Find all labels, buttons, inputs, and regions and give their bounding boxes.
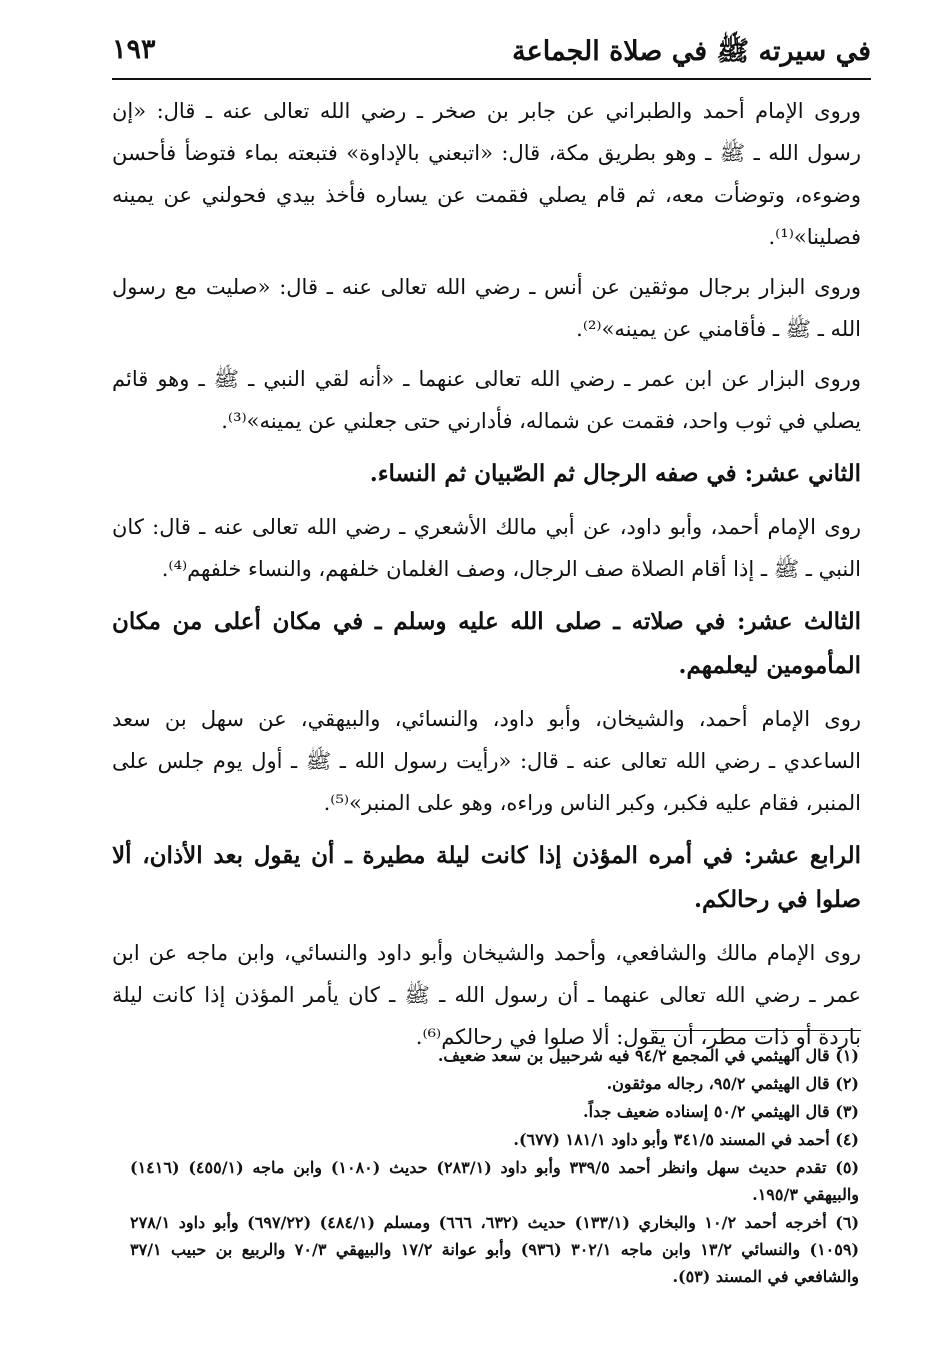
footnote-2: (٢) قال الهيثمي ٩٥/٢، رجاله موثقون. — [606, 1074, 859, 1093]
footnote-6: (٦) أخرجه أحمد ١٠/٢ والبخاري (١٣٣/١) حديث (٦٣٢، ٦٦٦) ومسلم (٤٨٤/١) (٦٩٧/٢٢) وأبو داود ٢٧٨/١ (١٠٥٩) والنسائي ١٣/٢ وابن ماجه ٣٠٢/١ (٩٣٦) وأبو عوانة ١٧/٢ والبيهقي ٧٠/٣ والربيع بن حبيب ٣٧/١ والشافعي في المسند (٥٣). — [130, 1213, 860, 1286]
paragraph-ibn-umar-rain-hadith: روى الإمام مالك والشافعي، وأحمد والشيخان وأبو داود والنسائي، وابن ماجه عن ابن عمر ـ رضي الله تعالى عنهما ـ أن رسول الله ـ ﷺ ـ كان يأمر المؤذن إذا كانت ليلة باردة أو ذات مطر، أن يقول: ألا صلوا في رحالكم⁽⁶⁾. — [112, 941, 861, 1049]
section-heading-14: الرابع عشر: في أمره المؤذن إذا كانت ليلة مطيرة ـ أن يقول بعد الأذان، ألا صلوا في رحالكم. — [112, 842, 861, 913]
paragraph-anas-hadith: وروى البزار برجال موثقين عن أنس ـ رضي الله تعالى عنه ـ قال: «صليت مع رسول الله ـ ﷺ ـ فأقامني عن يمينه»⁽²⁾. — [112, 275, 861, 341]
footnote-5: (٥) تقدم حديث سهل وانظر أحمد ٣٣٩/٥ وأبو داود (٢٨٣/١) حديث (١٠٨٠) وابن ماجه (٤٥٥/١) (١٤١٦) والبيهقي ١٩٥/٣. — [130, 1158, 860, 1204]
main-text — [112, 90, 861, 1066]
paragraph-jabir-hadith: وروى الإمام أحمد والطبراني عن جابر بن صخر ـ رضي الله تعالى عنه ـ قال: «إن رسول الله ـ ﷺ ـ وهو بطريق مكة، قال: «اتبعني بالإداوة» فتبعته بماء فتوضأ فأحسن وضوءه، وتوضأت معه، ثم قام يصلي فقمت عن يساره فأخذ بيدي فحولني عن يمينه فصلينا»⁽¹⁾. — [112, 99, 861, 249]
paragraph-ibn-umar-hadith: وروى البزار عن ابن عمر ـ رضي الله تعالى عنهما ـ «أنه لقي النبي ـ ﷺ ـ وهو قائم يصلي في ثوب واحد، فقمت عن شماله، فأدارني حتى جعلني عن يمينه»⁽³⁾. — [112, 367, 861, 433]
page-number: ١٩٣ — [112, 34, 156, 65]
section-heading-12: الثاني عشر: في صفه الرجال ثم الصّبيان ثم النساء. — [369, 460, 861, 487]
footnote-4: (٤) أحمد في المسند ٣٤١/٥ وأبو داود ١٨١/١ (٦٧٧). — [513, 1130, 859, 1149]
footnote-1: (١) قال الهيثمي في المجمع ٩٤/٢ فيه شرحبيل بن سعد ضعيف. — [437, 1046, 859, 1065]
running-title: في سيرته ﷺ في صلاة الجماعة — [512, 36, 871, 67]
footnotes — [130, 1042, 859, 1291]
paragraph-abu-malik-hadith: روى الإمام أحمد، وأبو داود، عن أبي مالك الأشعري ـ رضي الله تعالى عنه ـ قال: كان النبي ـ ﷺ ـ إذا أقام الصلاة صف الرجال، وصف الغلمان خلفهم، والنساء خلفهم⁽⁴⁾. — [112, 515, 861, 581]
footnote-3: (٣) قال الهيثمي ٥٠/٢ إسناده ضعيف جداً. — [583, 1102, 859, 1121]
section-heading-13: الثالث عشر: في صلاته ـ صلى الله عليه وسلم ـ في مكان أعلى من مكان المأمومين ليعلمهم. — [112, 608, 861, 679]
footnote-separator — [651, 1030, 861, 1031]
page-header — [112, 28, 871, 80]
paragraph-sahl-hadith: روى الإمام أحمد، والشيخان، وأبو داود، والنسائي، والبيهقي، عن سهل بن سعد الساعدي ـ رضي الله تعالى عنه ـ قال: «رأيت رسول الله ـ ﷺ ـ أول يوم جلس على المنبر، فقام عليه فكبر، وكبر الناس وراءه، وهو على المنبر»⁽⁵⁾. — [112, 707, 861, 815]
